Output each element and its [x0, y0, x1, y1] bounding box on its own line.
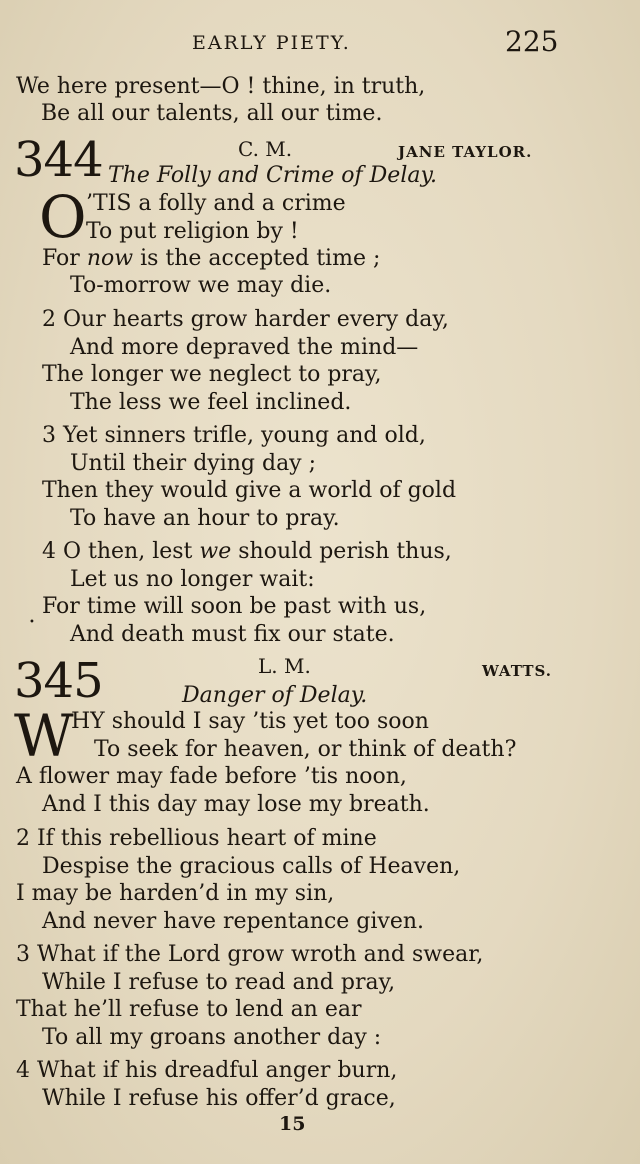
- hymn-345-stanza-4-line-1: 4 What if his dreadful anger burn,: [16, 1058, 398, 1083]
- hymn-344-line-3: For now is the accepted time ;: [42, 246, 381, 271]
- hymn-345-stanza-3-line-1: 3 What if the Lord grow wroth and swear,: [16, 942, 484, 967]
- carryover-line-2: Be all our talents, all our time.: [41, 101, 383, 126]
- page-number: 225: [505, 25, 559, 58]
- hymn-345-line-3: A flower may fade before ’tis noon,: [16, 764, 407, 789]
- hymn-345-stanza-2-line-3: I may be harden’d in my sin,: [16, 881, 335, 906]
- hymn-344-stanza-3-line-4: To have an hour to pray.: [70, 506, 340, 531]
- hymn-344-stanza-2-line-2: And more depraved the mind—: [70, 335, 419, 360]
- hymn-344-author: JANE TAYLOR.: [398, 143, 533, 161]
- hymn-345-stanza-3-line-2: While I refuse to read and pray,: [42, 970, 396, 995]
- hymn-344-dropcap: O: [39, 183, 87, 251]
- carryover-line-1: We here present—O ! thine, in truth,: [16, 74, 426, 99]
- hymn-345-meter: L. M.: [258, 654, 311, 678]
- hymn-345-line-1: HY should I say ’tis yet too soon: [71, 709, 429, 734]
- hymn-344-stanza-3-line-1: 3 Yet sinners trifle, young and old,: [42, 423, 426, 448]
- hymn-344-stanza-3-line-2: Until their dying day ;: [70, 451, 317, 476]
- stray-ink-mark: •: [29, 617, 35, 628]
- hymn-345-stanza-2-line-2: Despise the gracious calls of Heaven,: [42, 854, 461, 879]
- hymn-344-line-2: To put religion by !: [86, 219, 299, 244]
- hymn-344-stanza-4-line-4: And death must fix our state.: [70, 622, 395, 647]
- signature-mark: 15: [279, 1113, 306, 1135]
- hymn-345-stanza-2-line-1: 2 If this rebellious heart of mine: [16, 826, 377, 851]
- hymn-344-stanza-3-line-3: Then they would give a world of gold: [42, 478, 457, 503]
- hymn-344-stanza-4-line-1: 4 O then, lest we should perish thus,: [42, 539, 452, 564]
- hymn-number-345: 345: [14, 653, 103, 709]
- hymn-345-author: WATTS.: [482, 662, 553, 680]
- hymn-345-stanza-2-line-4: And never have repentance given.: [42, 909, 425, 934]
- hymn-344-stanza-2-line-4: The less we feel inclined.: [70, 390, 352, 415]
- hymn-number-344: 344: [14, 132, 103, 188]
- running-header: EARLY PIETY.: [192, 32, 351, 54]
- hymn-344-line-4: To-morrow we may die.: [70, 273, 332, 298]
- hymn-345-stanza-3-line-3: That he’ll refuse to lend an ear: [16, 997, 362, 1022]
- hymn-344-stanza-4-line-3: For time will soon be past with us,: [42, 594, 427, 619]
- hymn-344-meter: C. M.: [238, 137, 293, 161]
- hymn-345-title: Danger of Delay.: [182, 683, 368, 708]
- hymn-345-dropcap: W: [14, 702, 74, 770]
- hymn-345-line-4: And I this day may lose my breath.: [42, 792, 430, 817]
- hymn-344-stanza-4-line-2: Let us no longer wait:: [70, 567, 315, 592]
- hymn-345-line-2: To seek for heaven, or think of death?: [94, 737, 517, 762]
- hymn-344-stanza-2-line-1: 2 Our hearts grow harder every day,: [42, 307, 449, 332]
- hymn-344-title: The Folly and Crime of Delay.: [108, 163, 437, 188]
- hymn-344-stanza-2-line-3: The longer we neglect to pray,: [42, 362, 382, 387]
- hymn-345-stanza-4-line-2: While I refuse his offer’d grace,: [42, 1086, 396, 1111]
- hymn-345-stanza-3-line-4: To all my groans another day :: [42, 1025, 382, 1050]
- hymn-344-line-1: ’TIS a folly and a crime: [86, 191, 346, 216]
